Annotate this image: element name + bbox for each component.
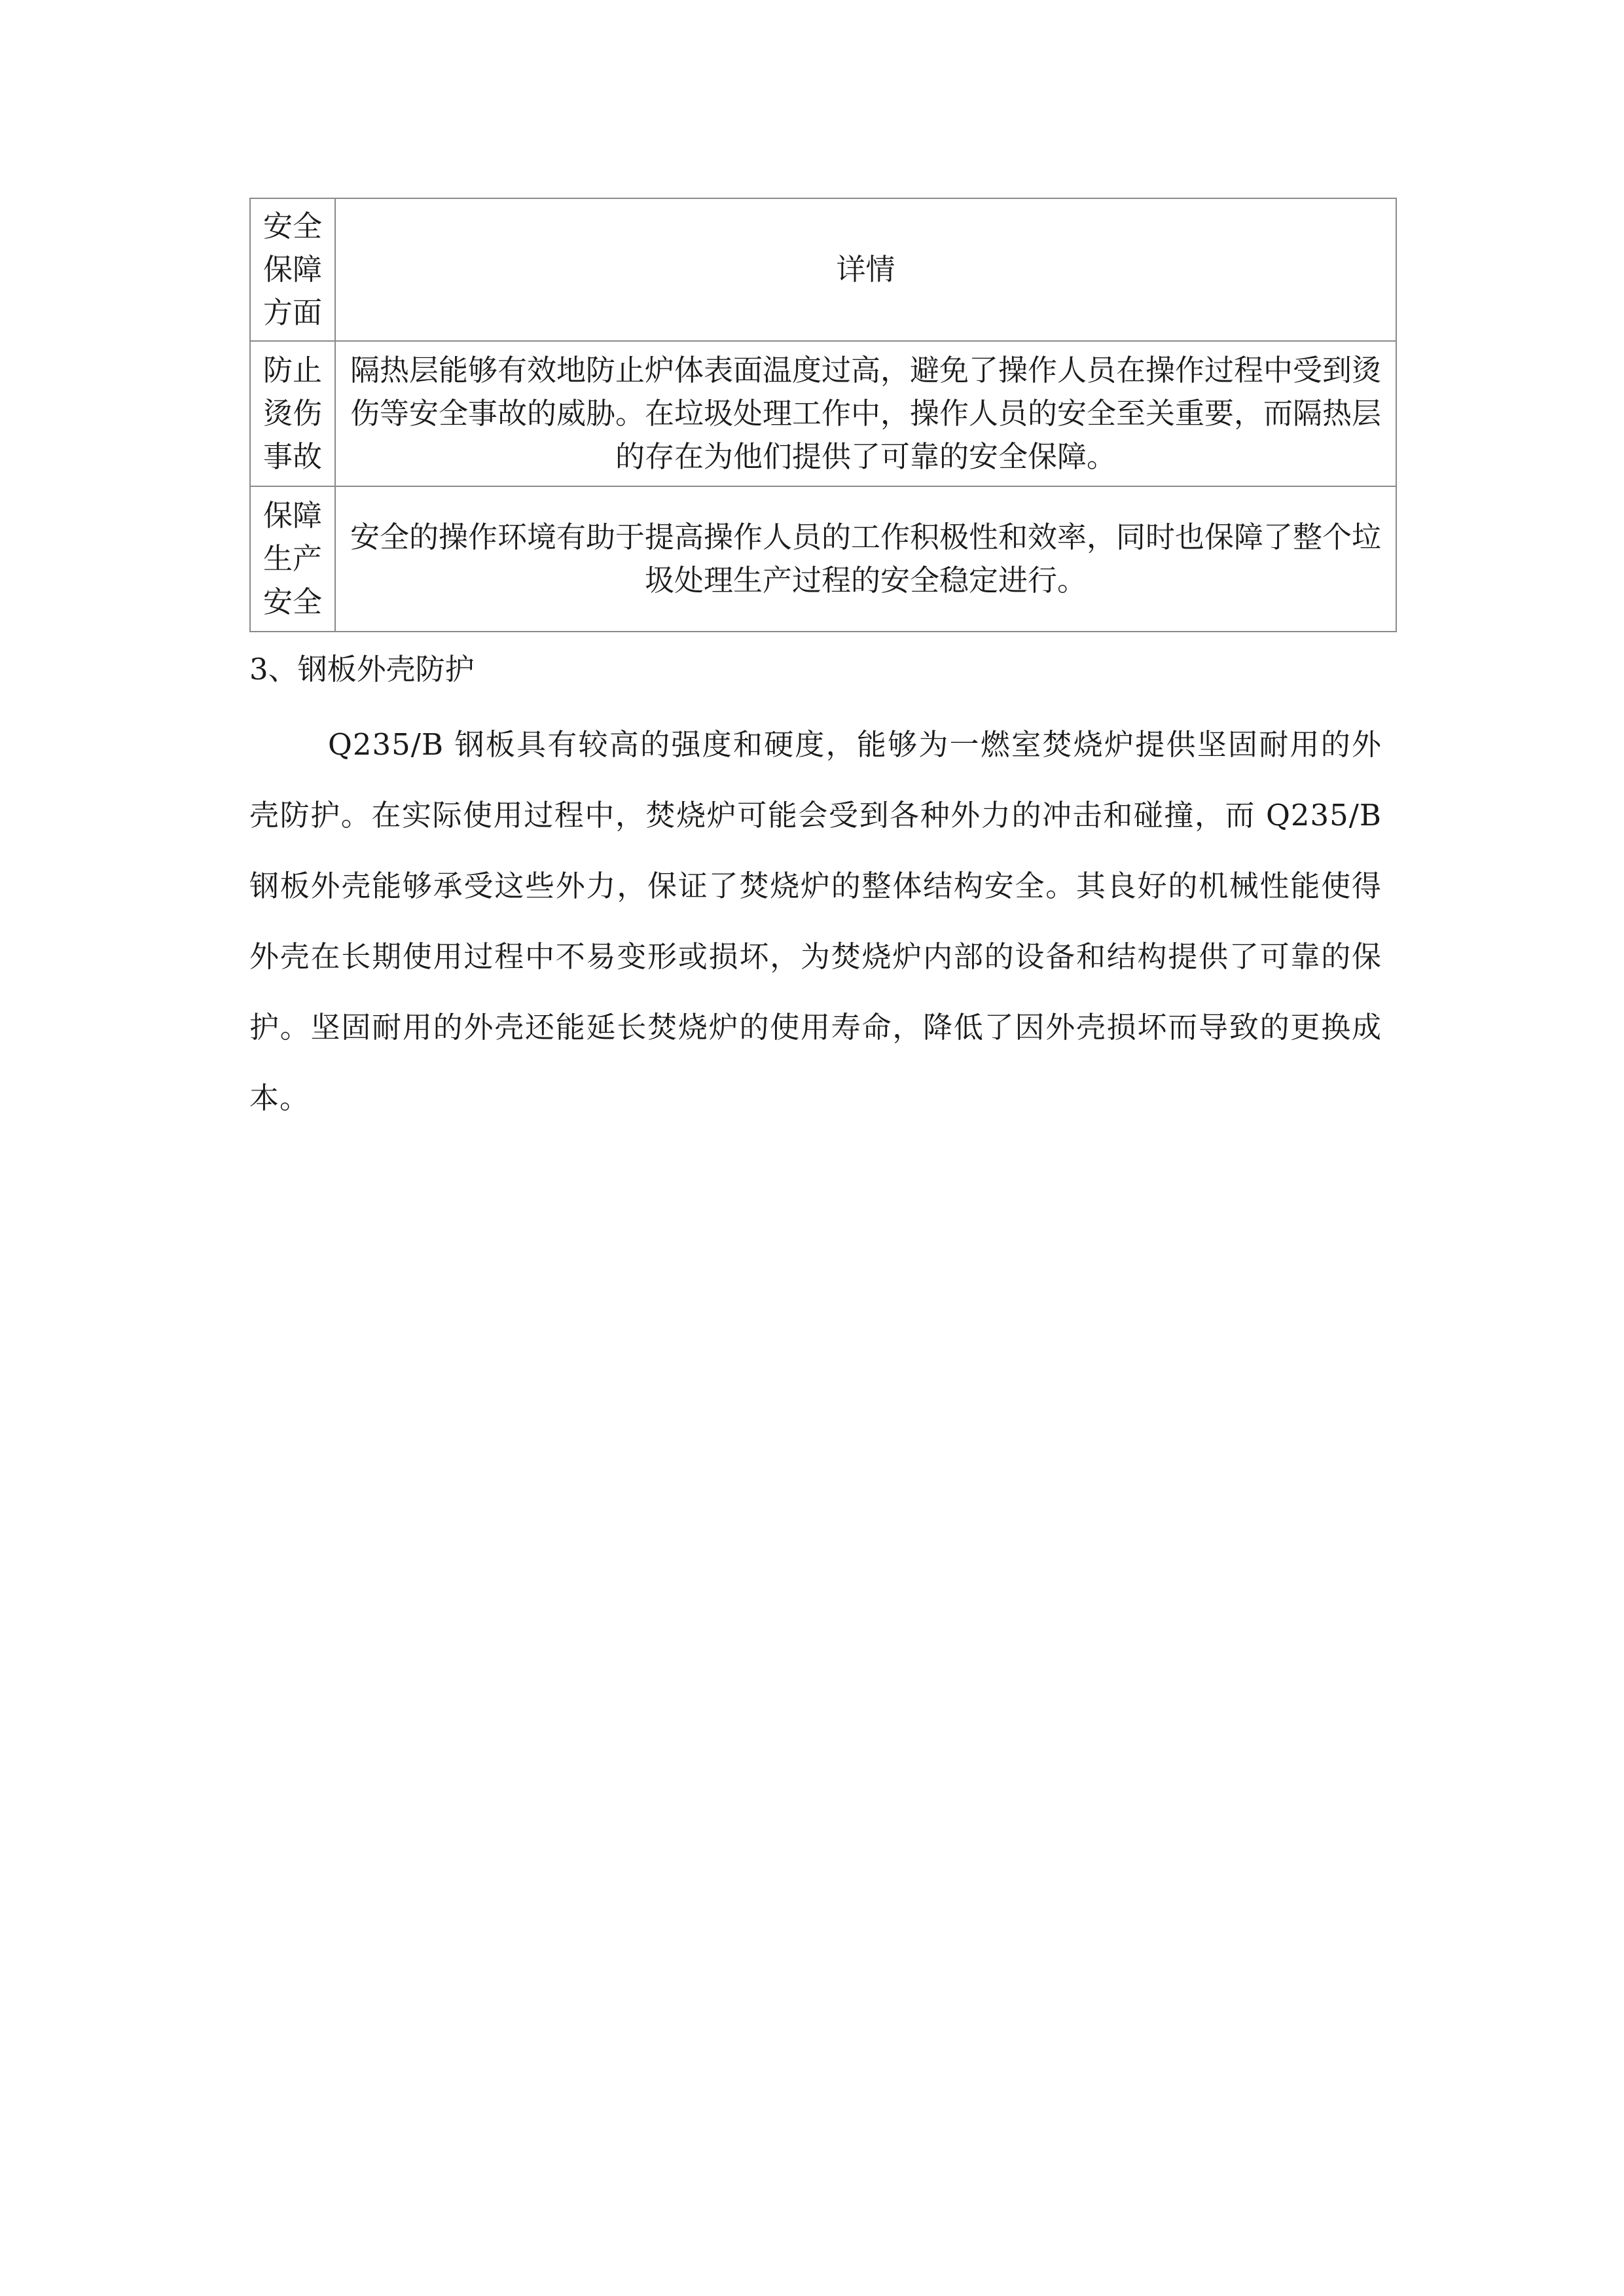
section-heading: 3、钢板外壳防护: [249, 652, 475, 687]
safety-table: [249, 198, 1397, 632]
header-detail-cell: 详情: [335, 198, 1396, 341]
table-row: [250, 341, 1396, 486]
table-row: [250, 486, 1396, 632]
row-detail-cell: 安全的操作环境有助于提高操作人员的工作积极性和效率，同时也保障了整个垃圾处理生产过程的安全稳定进行。: [335, 486, 1396, 632]
header-aspect-cell: 安全保障方面: [250, 198, 335, 341]
table-header-row: [250, 198, 1396, 341]
body-paragraph: Q235/B 钢板具有较高的强度和硬度，能够为一燃室焚烧炉提供坚固耐用的外壳防护。在实际使用过程中，焚烧炉可能会受到各种外力的冲击和碰撞，而 Q235/B 钢板外壳能够承受这些外力，保证了焚烧炉的整体结构安全。其良好的机械性能使得外壳在长期使用过程中不易变形或损坏，为焚烧炉内部的设备和结构提供了可靠的保护。坚固耐用的外壳还能延长焚烧炉的使用寿命，降低了因外壳损坏而导致的更换成本。: [249, 727, 1382, 1115]
row-aspect-cell: 防止烫伤事故: [250, 341, 335, 486]
row-detail-cell: 隔热层能够有效地防止炉体表面温度过高，避免了操作人员在操作过程中受到烫伤等安全事故的威胁。在垃圾处理工作中，操作人员的安全至关重要，而隔热层的存在为他们提供了可靠的安全保障。: [335, 341, 1396, 486]
row-aspect-cell: 保障生产安全: [250, 486, 335, 632]
